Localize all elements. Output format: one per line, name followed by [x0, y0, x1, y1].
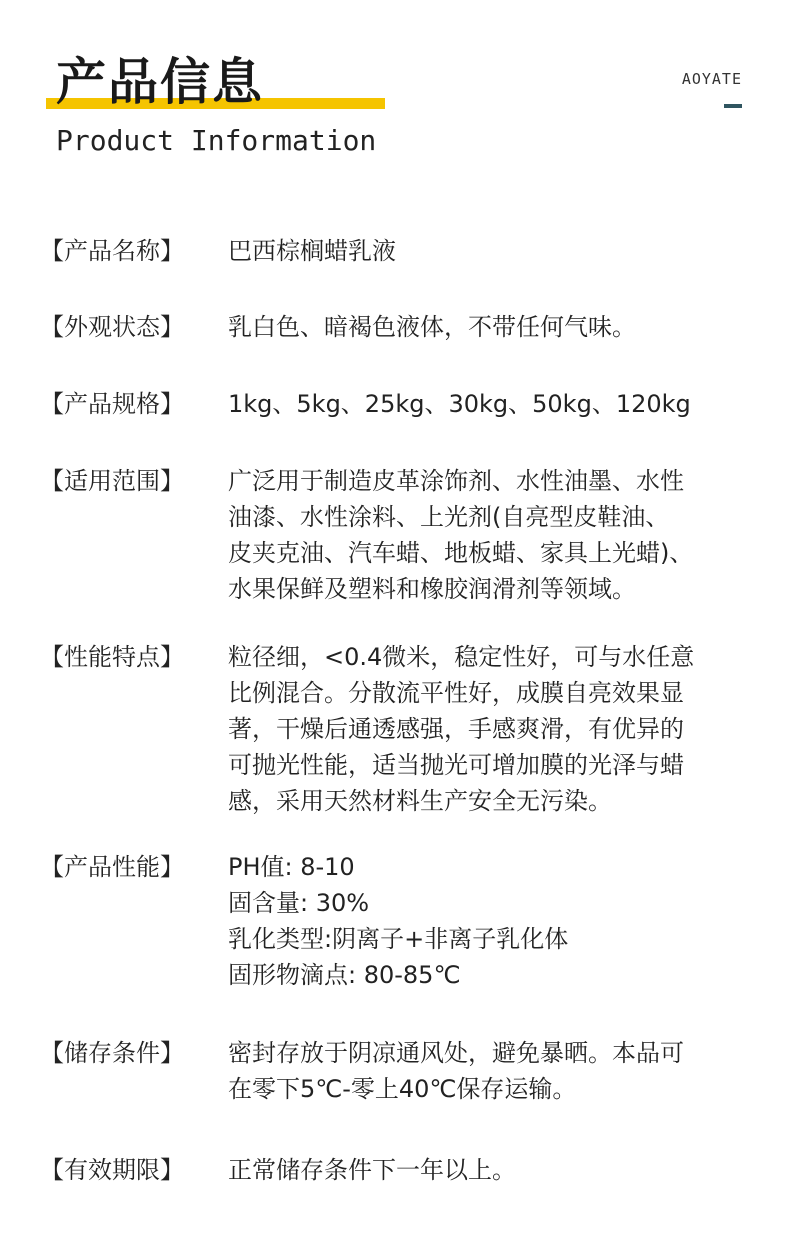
brand-mark: [724, 104, 742, 108]
value-line: 1kg、5kg、25kg、30kg、50kg、120kg: [228, 390, 691, 418]
row-label: 【储存条件】: [40, 1039, 184, 1067]
value-line: 固形物滴点: 80-85℃: [228, 961, 461, 989]
row-label: 【产品规格】: [40, 390, 184, 418]
value-line: 固含量: 30%: [228, 889, 370, 917]
value-line: 在零下5℃-零上40℃保存运输。: [228, 1075, 577, 1103]
row-value: [228, 849, 755, 993]
page-subtitle: Product Information: [56, 124, 377, 157]
value-line: PH值: 8-10: [228, 853, 355, 881]
value-line: 正常储存条件下一年以上。: [228, 1156, 516, 1184]
row-value: [228, 463, 755, 607]
value-line: 比例混合。分散流平性好，成膜自亮效果显: [228, 679, 684, 707]
row-shelf-life: [40, 1152, 755, 1188]
row-value: [228, 1035, 755, 1107]
row-appearance: [40, 309, 755, 345]
value-line: 巴西棕榈蜡乳液: [228, 237, 396, 265]
value-line: 密封存放于阴凉通风处，避免暴晒。本品可: [228, 1039, 684, 1067]
value-line: 粒径细，<0.4微米，稳定性好，可与水任意: [228, 643, 695, 671]
value-line: 乳化类型:阴离子+非离子乳化体: [228, 925, 569, 953]
value-line: 油漆、水性涂料、上光剂(自亮型皮鞋油、: [228, 503, 670, 531]
row-label: 【适用范围】: [40, 467, 184, 495]
row-specifications: [40, 386, 755, 422]
row-application-scope: [40, 463, 755, 607]
row-value: [228, 309, 755, 345]
row-label: 【性能特点】: [40, 643, 184, 671]
row-value: [228, 1152, 755, 1188]
value-line: 著，干燥后通透感强，手感爽滑，有优异的: [228, 715, 684, 743]
brand-name: AOYATE: [681, 70, 742, 88]
row-features: [40, 639, 755, 819]
value-line: 可抛光性能，适当抛光可增加膜的光泽与蜡: [228, 751, 684, 779]
page-title: 产品信息: [56, 53, 264, 111]
row-label: 【产品性能】: [40, 853, 184, 881]
row-performance: [40, 849, 755, 993]
row-label: 【有效期限】: [40, 1156, 184, 1184]
row-value: [228, 233, 755, 269]
row-value: [228, 386, 755, 422]
row-value: [228, 639, 755, 819]
value-line: 广泛用于制造皮革涂饰剂、水性油墨、水性: [228, 467, 684, 495]
row-product-name: [40, 233, 755, 269]
value-line: 皮夹克油、汽车蜡、地板蜡、家具上光蜡)、: [228, 539, 694, 567]
value-line: 感，采用天然材料生产安全无污染。: [228, 787, 612, 815]
value-line: 乳白色、暗褐色液体，不带任何气味。: [228, 313, 636, 341]
value-line: 水果保鲜及塑料和橡胶润滑剂等领域。: [228, 575, 636, 603]
row-label: 【外观状态】: [40, 313, 184, 341]
row-storage: [40, 1035, 755, 1107]
row-label: 【产品名称】: [40, 237, 184, 265]
